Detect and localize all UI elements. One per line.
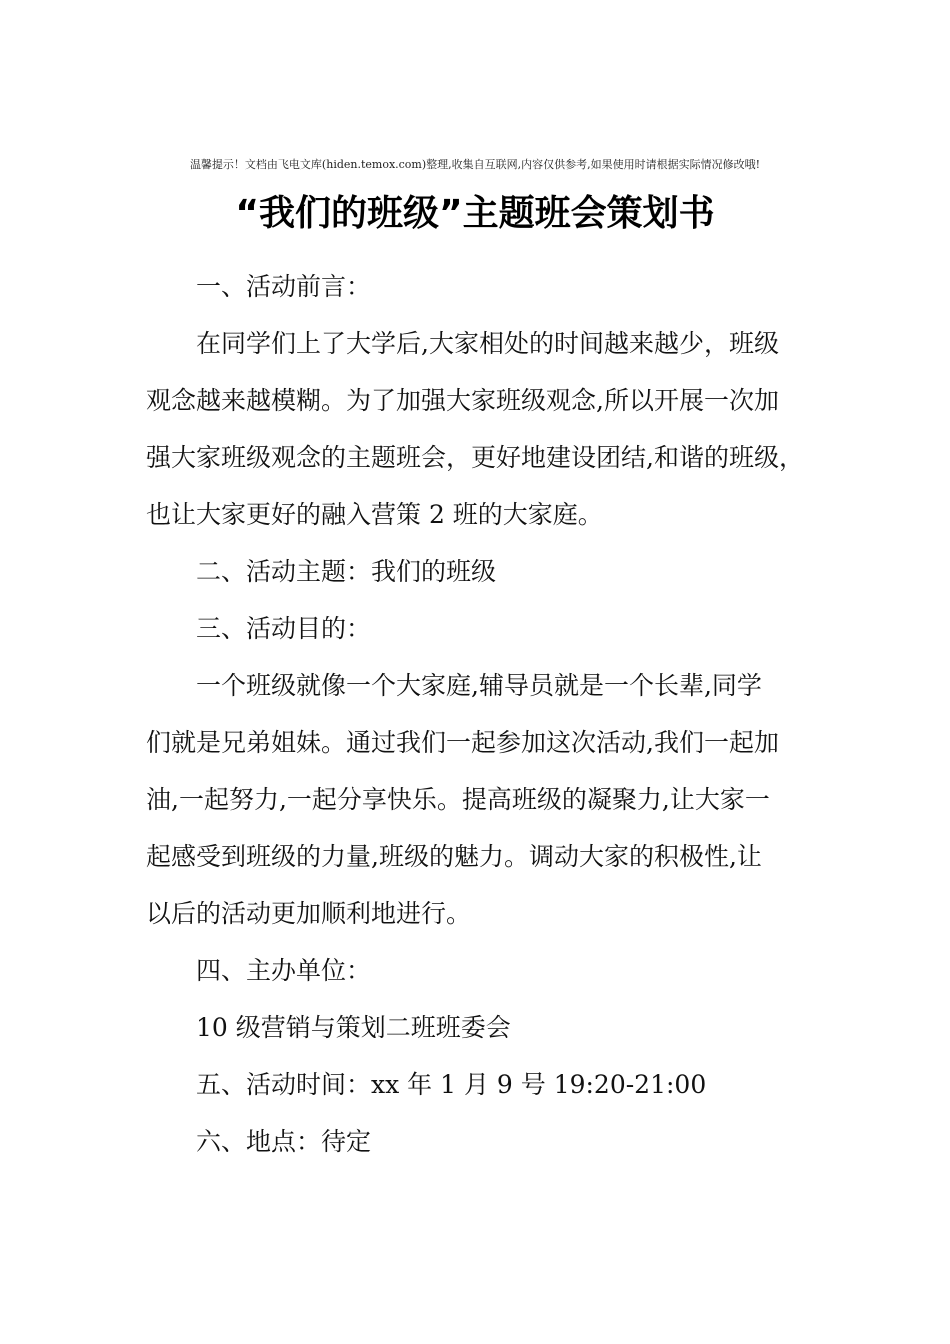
paragraph-line: 一个班级就像一个大家庭,辅导员就是一个长辈,同学 <box>196 671 762 700</box>
paragraph-line: 也让大家更好的融入营策 2 班的大家庭。 <box>146 500 603 529</box>
section-heading-purpose: 三、活动目的： <box>196 614 372 643</box>
section-heading-theme: 二、活动主题：我们的班级 <box>196 557 497 586</box>
paragraph-line: 以后的活动更加顺利地进行。 <box>146 899 472 928</box>
paragraph-line: 在同学们上了大学后,大家相处的时间越来越少，班级 <box>196 329 779 358</box>
document-body <box>146 258 816 1170</box>
paragraph-line: 们就是兄弟姐妹。通过我们一起参加这次活动,我们一起加 <box>146 728 779 757</box>
paragraph-line: 起感受到班级的力量,班级的魅力。调动大家的积极性,让 <box>146 842 762 871</box>
section-heading-location: 六、地点：待定 <box>196 1127 372 1156</box>
document-title: “我们的班级”主题班会策划书 <box>235 193 715 234</box>
header-notice: 温馨提示！文档由飞电文库(hiden.temox.com)整理,收集自互联网,内容仅供参考,如果使用时请根据实际情况修改哦! <box>189 158 761 171</box>
section-heading-preface: 一、活动前言： <box>196 272 372 301</box>
paragraph-line: 油,一起努力,一起分享快乐。提高班级的凝聚力,让大家一 <box>146 785 770 814</box>
section-heading-time: 五、活动时间：xx 年 1 月 9 号 19:20-21:00 <box>196 1070 707 1099</box>
paragraph-line: 观念越来越模糊。为了加强大家班级观念,所以开展一次加 <box>146 386 779 415</box>
paragraph-line: 强大家班级观念的主题班会，更好地建设团结,和谐的班级， <box>146 443 804 472</box>
section-heading-organizer: 四、主办单位： <box>196 956 372 985</box>
organizer-value: 10 级营销与策划二班班委会 <box>196 1013 511 1042</box>
